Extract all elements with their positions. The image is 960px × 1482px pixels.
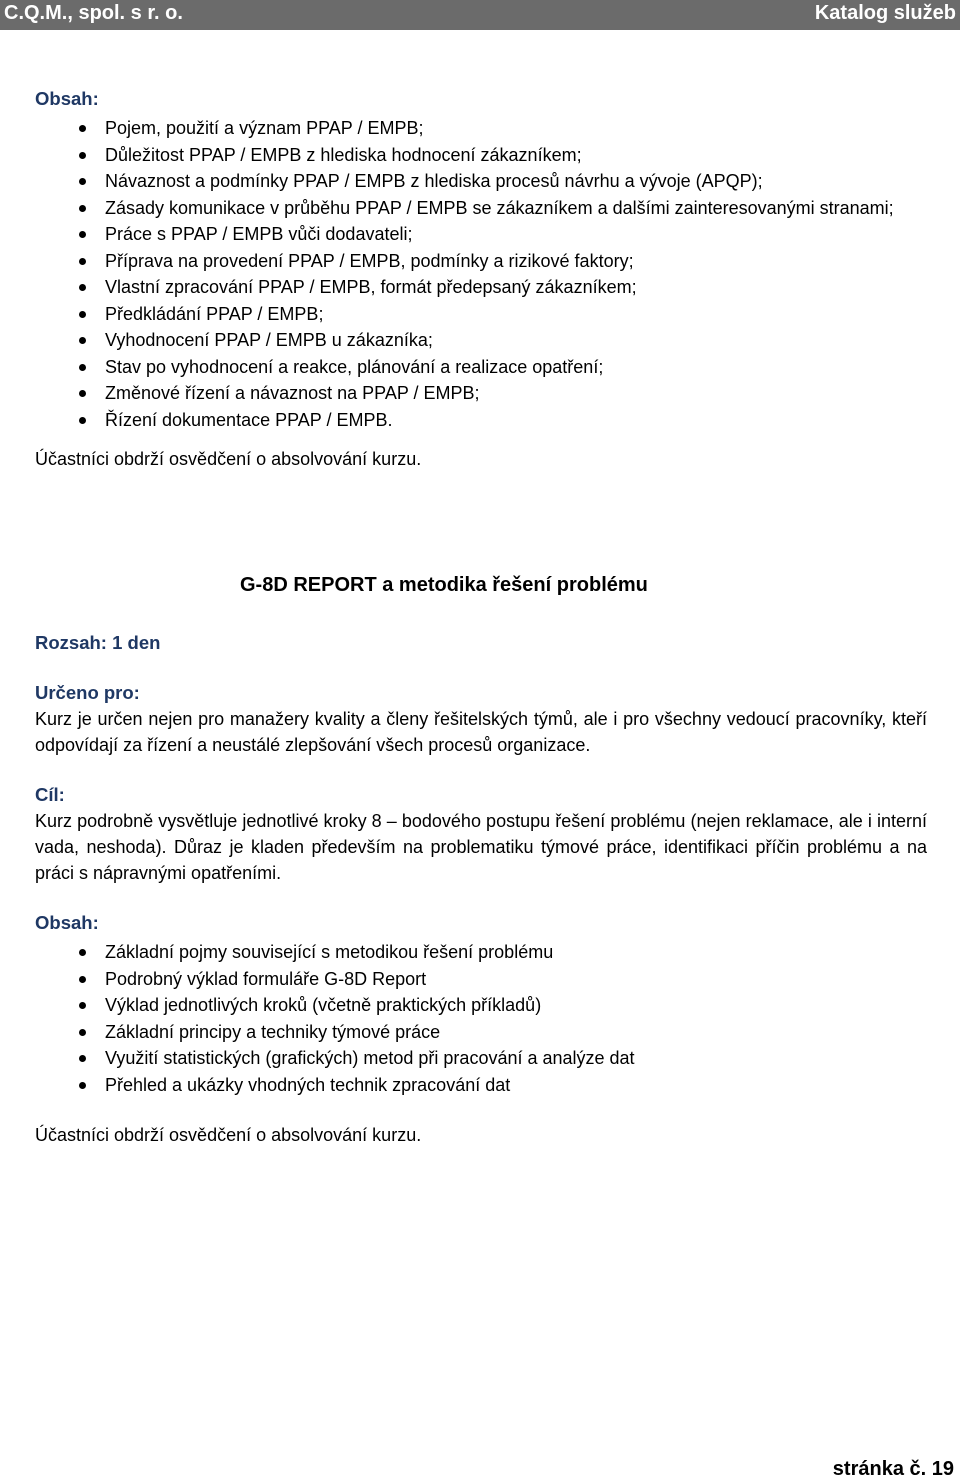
list-item [35, 1072, 927, 1099]
list-item-text: Práce s PPAP / EMPB vůči dodavateli; [105, 224, 413, 244]
list-item-text: Vyhodnocení PPAP / EMPB u zákazníka; [105, 330, 433, 350]
list-item-text: Předkládání PPAP / EMPB; [105, 303, 324, 324]
list-item-text: Změnové řízení a návaznost na PPAP / EMPB; [105, 383, 480, 403]
bullet-icon [79, 284, 86, 291]
section-ppap [35, 86, 927, 472]
contents-list-2 [35, 939, 927, 1098]
bullet-icon [79, 205, 86, 212]
contents-heading-2: Obsah: [35, 912, 99, 933]
list-item-text: Pojem, použití a význam PPAP / EMPB; [105, 118, 424, 138]
list-item-text: Zásady komunikace v průběhu PPAP / EMPB se zákazníkem a dalšími zainteresovanými stranami; [105, 197, 894, 218]
list-item [35, 992, 927, 1019]
list-item-text: Návaznost a podmínky PPAP / EMPB z hlediska procesů návrhu a vývoje (APQP); [105, 171, 763, 191]
list-item-text: Stav po vyhodnocení a reakce, plánování a realizace opatření; [105, 356, 604, 377]
bullet-icon [79, 1029, 86, 1036]
list-item [35, 380, 927, 407]
section-g8d [35, 630, 927, 1148]
goal-heading: Cíl: [35, 784, 65, 805]
catalog-title: Katalog služeb [814, 2, 956, 24]
bullet-icon [79, 178, 86, 185]
list-item [35, 248, 927, 275]
bullet-icon [79, 231, 86, 238]
certificate-note-2: Účastníci obdrží osvědčení o absolvování kurzu. [35, 1125, 422, 1145]
list-item-text: Základní pojmy související s metodikou řešení problému [105, 942, 554, 962]
bullet-icon [79, 311, 86, 318]
list-item [35, 1045, 927, 1072]
course-title: G-8D REPORT a metodika řešení problému [240, 574, 648, 596]
list-item [35, 168, 927, 195]
company-name: C.Q.M., spol. s r. o. [4, 2, 183, 24]
bullet-icon [79, 1055, 86, 1062]
page-number: stránka č. 19 [832, 1458, 954, 1480]
list-item-text: Řízení dokumentace PPAP / EMPB. [105, 409, 393, 430]
list-item [35, 1019, 927, 1046]
bullet-icon [79, 1082, 86, 1089]
contents-heading: Obsah: [35, 88, 99, 109]
list-item [35, 195, 927, 222]
bullet-icon [79, 417, 86, 424]
list-item-text: Přehled a ukázky vhodných technik zpracování dat [105, 1074, 511, 1095]
list-item-text: Výklad jednotlivých kroků (včetně praktických příkladů) [105, 995, 542, 1015]
list-item-text: Využití statistických (grafických) metod při pracování a analýze dat [105, 1048, 635, 1068]
certificate-note: Účastníci obdrží osvědčení o absolvování kurzu. [35, 449, 422, 469]
list-item [35, 327, 927, 354]
page-header [0, 0, 960, 30]
bullet-icon [79, 949, 86, 956]
list-item [35, 407, 927, 434]
bullet-icon [79, 258, 86, 265]
list-item [35, 301, 927, 328]
bullet-icon [79, 1002, 86, 1009]
list-item [35, 142, 927, 169]
list-item [35, 221, 927, 248]
contents-list [35, 115, 927, 433]
bullet-icon [79, 337, 86, 344]
list-item [35, 115, 927, 142]
goal-text: Kurz podrobně vysvětluje jednotlivé kroky 8 – bodového postupu řešení problému (nejen reklamace, ale i interní vada, neshoda). Důraz je kladen především na problematiku týmové práce, identifikaci příčin problému a na práci s nápravnými opatřeními. [35, 811, 927, 883]
bullet-icon [79, 364, 86, 371]
bullet-icon [79, 976, 86, 983]
list-item [35, 966, 927, 993]
list-item-text: Základní principy a techniky týmové práce [105, 1021, 441, 1042]
list-item-text: Důležitost PPAP / EMPB z hlediska hodnocení zákazníkem; [105, 144, 582, 165]
audience-text: Kurz je určen nejen pro manažery kvality a členy řešitelských týmů, ale i pro všechny vedoucí pracovníky, kteří odpovídají za řízení a neustálé zlepšování všech procesů organizace. [35, 709, 927, 755]
audience-heading: Určeno pro: [35, 682, 140, 703]
list-item [35, 274, 927, 301]
list-item-text: Podrobný výklad formuláře G-8D Report [105, 968, 427, 989]
list-item-text: Příprava na provedení PPAP / EMPB, podmínky a rizikové faktory; [105, 250, 634, 271]
duration-label: Rozsah: 1 den [35, 632, 161, 653]
bullet-icon [79, 125, 86, 132]
list-item-text: Vlastní zpracování PPAP / EMPB, formát předepsaný zákazníkem; [105, 277, 637, 297]
bullet-icon [79, 152, 86, 159]
list-item [35, 939, 927, 966]
list-item [35, 354, 927, 381]
bullet-icon [79, 390, 86, 397]
